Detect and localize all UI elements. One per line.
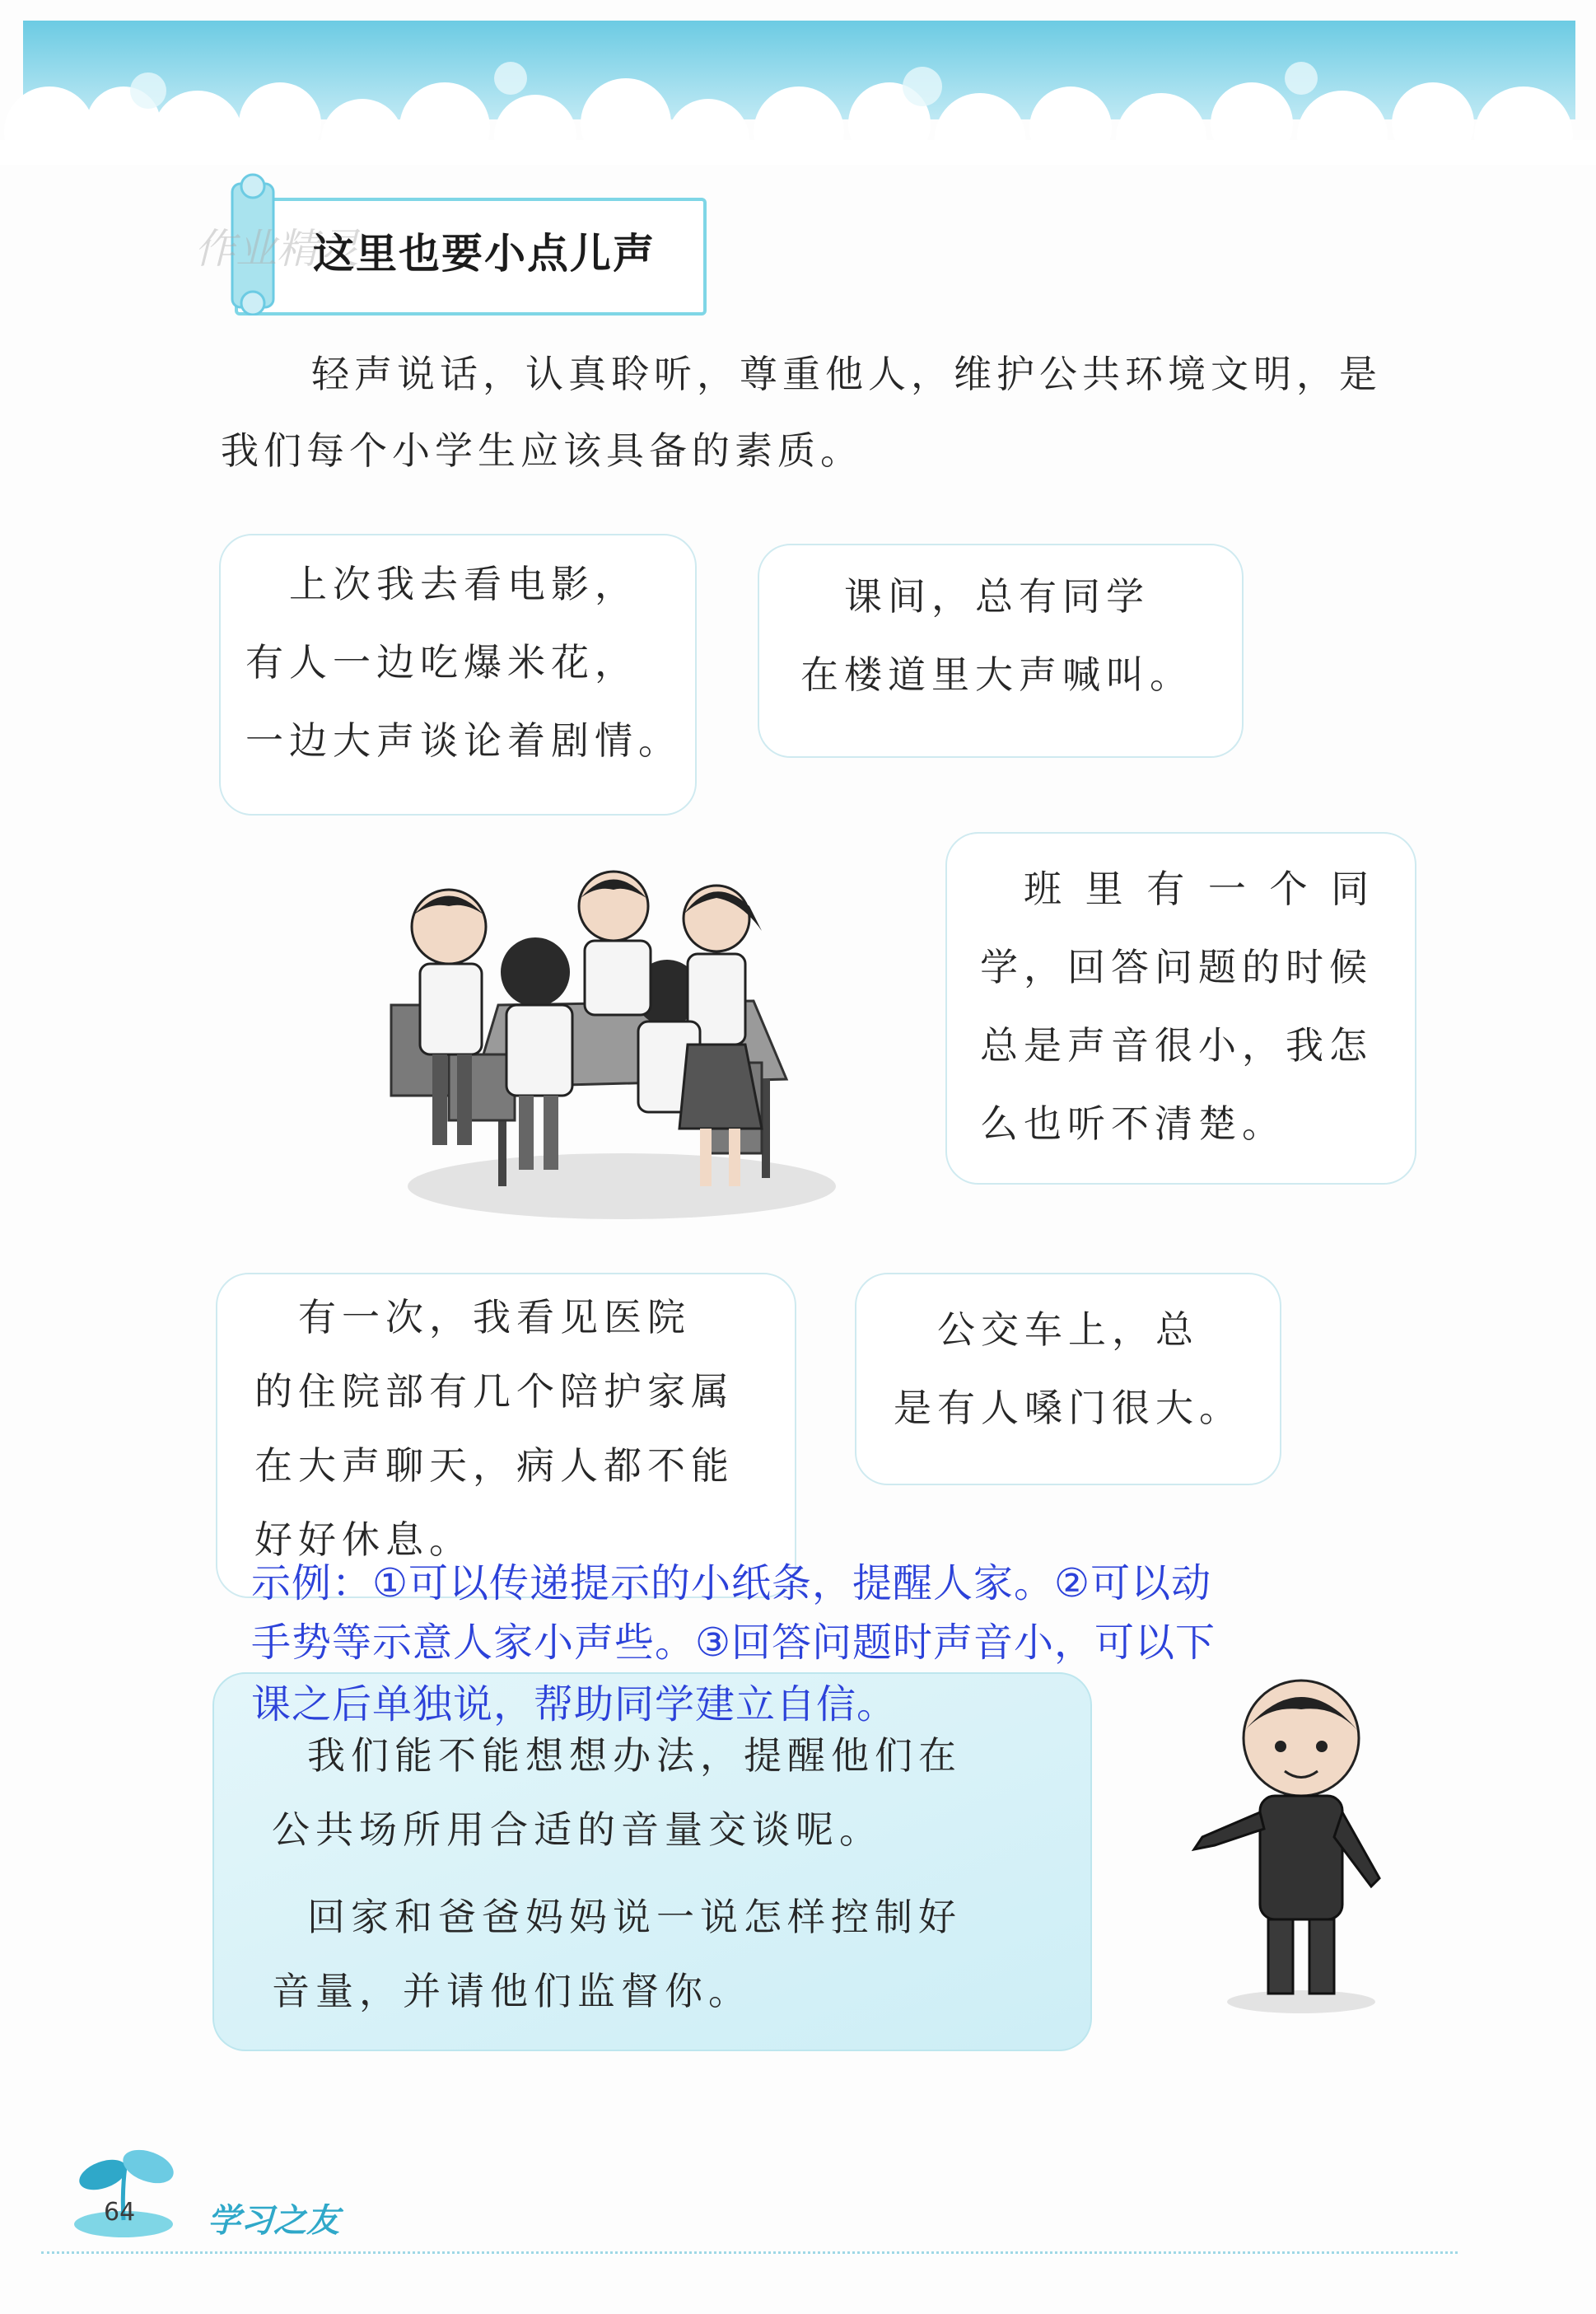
bubble-line: 公共场所用合适的音量交谈呢。 [272, 1807, 883, 1852]
bubble-line: 好好休息。 [254, 1517, 473, 1562]
footer-divider [41, 2251, 1458, 2254]
speech-bubble-classroom [945, 832, 1416, 1185]
bubble-line: 学，回答问题的时候 [980, 945, 1373, 989]
intro-line-2: 我们每个小学生应该具备的素质。 [221, 428, 863, 473]
speech-bubble-bus [855, 1273, 1281, 1485]
bubble-line: 回家和爸爸妈妈说一说怎样控制好 [264, 1895, 962, 1939]
bubble-line: 在大声聊天，病人都不能 [254, 1443, 735, 1488]
bubble-line: 的住院部有几个陪护家属 [254, 1369, 735, 1414]
bubble-line: 一边大声谈论着剧情。 [245, 718, 682, 763]
children-at-table-illustration [375, 857, 869, 1236]
section-title: 这里也要小点儿声 [313, 230, 656, 278]
speech-bubble-cinema [219, 534, 697, 816]
bubble-line: 公交车上，总 [894, 1307, 1199, 1352]
bubble-line: 有人一边吃爆米花， [245, 640, 638, 685]
bubble-line: 我们能不能想想办法，提醒他们在 [264, 1733, 962, 1778]
bubble-line: 总是声音很小，我怎 [980, 1023, 1373, 1068]
speech-bubble-hospital [216, 1273, 796, 1598]
bubble-line: 么也听不清楚。 [980, 1101, 1286, 1146]
answer-line-1: 示例：①可以传递提示的小纸条，提醒人家。②可以动 [251, 1560, 1212, 1606]
bubble-line: 在楼道里大声喊叫。 [800, 652, 1193, 697]
cloud-banner [0, 0, 1596, 165]
intro-line-1: 轻声说话，认真聆听，尊重他人，维护公共环境文明，是 [311, 352, 1382, 396]
boy-presenting-illustration [1178, 1672, 1416, 2018]
answer-line-2: 手势等示意人家小声些。③回答问题时声音小，可以下 [251, 1620, 1216, 1666]
discussion-bubble [212, 1672, 1092, 2051]
bubble-line: 音量，并请他们监督你。 [272, 1969, 752, 2013]
watermark: 作业精灵 [194, 225, 359, 273]
bubble-line: 上次我去看电影， [245, 562, 638, 606]
bubble-line: 课间，总有同学 [800, 574, 1150, 619]
bubble-line: 班 里 有 一 个 同 [980, 867, 1375, 911]
footer-brand: 学习之友 [208, 2202, 339, 2240]
bubble-line: 是有人嗓门很大。 [894, 1386, 1243, 1430]
answer-line-3: 课之后单独说，帮助同学建立自信。 [251, 1681, 898, 1727]
bubble-line: 有一次，我看见医院 [254, 1295, 691, 1339]
page-number: 64 [104, 2198, 136, 2227]
speech-bubble-corridor [758, 544, 1244, 758]
